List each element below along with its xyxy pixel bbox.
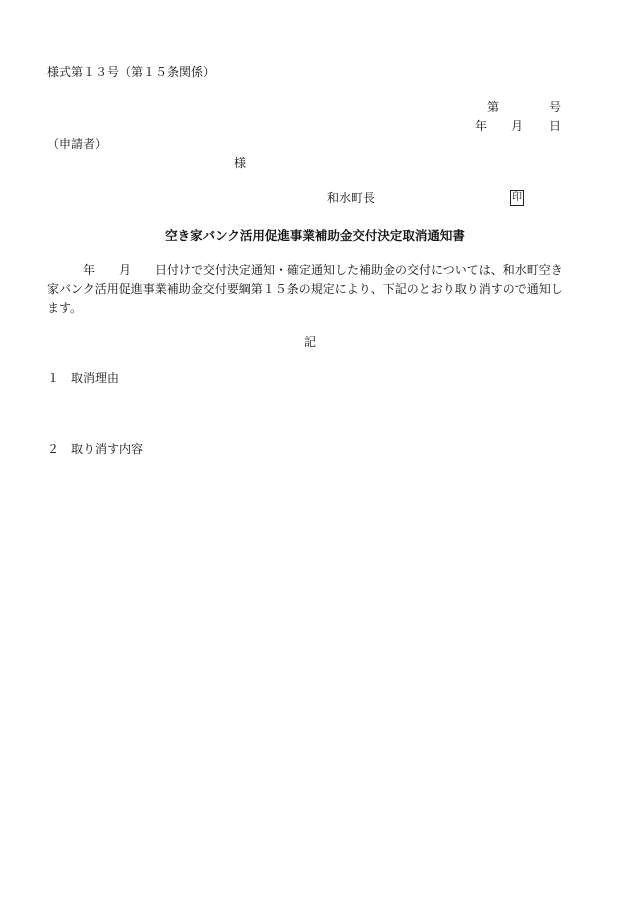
applicant-label: （申請者） [47,137,108,151]
body-date-year: 年 [83,263,96,277]
date-month-label: 月 [511,119,524,133]
list-item-label: 取消理由 [71,371,120,385]
body-date-month: 月 [119,263,132,277]
list-item-label: 取り消す内容 [71,442,144,456]
date-year-label: 年 [475,119,488,133]
issuer-title: 和水町長 [327,191,376,205]
body-line-1-text: 日付けで交付決定通知・確定通知した補助金の交付については、和水町空き [155,263,563,277]
list-item-cancellation-reason [47,370,119,386]
form-number: 様式第１３号（第１５条関係） [47,65,216,79]
date-day-label: 日 [549,119,562,133]
seal-mark: 印 [510,190,524,206]
list-item-cancelled-content [47,441,143,457]
applicant-honorific: 様 [234,156,247,170]
notice-body-line-3: ます。 [47,301,83,315]
notice-body [47,261,577,318]
list-item-number: １ [47,371,60,385]
record-heading: 記 [303,335,316,349]
document-number-label: 第 [487,100,500,114]
notice-body-line-1 [47,261,577,280]
list-item-number: ２ [47,442,60,456]
document-number-suffix: 号 [549,100,562,114]
notice-body-line-2: 家バンク活用促進事業補助金交付要綱第１５条の規定により、下記のとおり取り消すので通知し [47,282,563,296]
document-title: 空き家バンク活用促進事業補助金交付決定取消通知書 [165,228,465,243]
